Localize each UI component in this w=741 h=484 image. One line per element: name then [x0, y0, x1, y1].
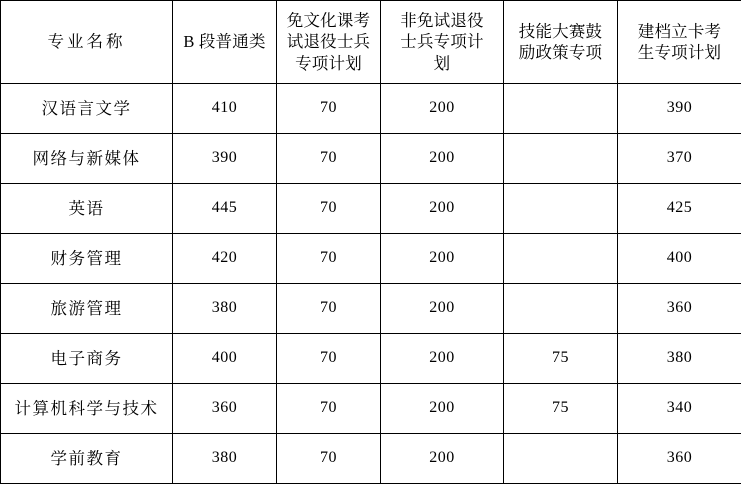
column-header-major-label: 专业名称: [32, 31, 142, 52]
column-header-poverty-card: [618, 1, 741, 84]
table-row: [1, 384, 741, 434]
score-cell-poverty-card: 425: [618, 184, 741, 234]
score-cell-skill-contest: [504, 134, 618, 184]
score-cell-poverty-card: 390: [618, 84, 741, 134]
score-cell-nonexempt-veteran: 200: [381, 384, 504, 434]
major-name-cell: 计算机科学与技术: [1, 384, 173, 434]
table-body: [1, 84, 741, 484]
table-row: [1, 234, 741, 284]
major-name-cell: 旅游管理: [1, 284, 173, 334]
score-cell-exempt-veteran: 70: [277, 384, 381, 434]
score-cell-segment-b: 390: [173, 134, 277, 184]
score-cell-nonexempt-veteran: 200: [381, 434, 504, 484]
score-cell-poverty-card: 370: [618, 134, 741, 184]
table-row: [1, 84, 741, 134]
score-cell-nonexempt-veteran: 200: [381, 284, 504, 334]
column-header-segment-b-label: B 段普通类: [177, 31, 272, 52]
table-row: [1, 184, 741, 234]
score-cell-segment-b: 410: [173, 84, 277, 134]
score-cell-exempt-veteran: 70: [277, 234, 381, 284]
table-header: [1, 1, 741, 84]
major-name-cell: 电子商务: [1, 334, 173, 384]
score-cell-segment-b: 400: [173, 334, 277, 384]
major-name-cell: 学前教育: [1, 434, 173, 484]
column-header-major: [1, 1, 173, 84]
column-header-nonexempt-veteran: [381, 1, 504, 84]
score-cell-nonexempt-veteran: 200: [381, 134, 504, 184]
score-cell-poverty-card: 340: [618, 384, 741, 434]
major-name-cell: 财务管理: [1, 234, 173, 284]
score-cell-segment-b: 420: [173, 234, 277, 284]
score-cell-nonexempt-veteran: 200: [381, 84, 504, 134]
score-cell-poverty-card: 380: [618, 334, 741, 384]
column-header-poverty-card-label: 建档立卡考生专项计划: [634, 21, 726, 63]
score-cell-skill-contest: 75: [504, 334, 618, 384]
score-cell-exempt-veteran: 70: [277, 134, 381, 184]
column-header-skill-contest-label: 技能大赛鼓励政策专项: [515, 21, 607, 63]
column-header-nonexempt-veteran-label: 非免试退役士兵专项计划: [396, 10, 488, 73]
column-header-exempt-veteran: [277, 1, 381, 84]
score-cell-exempt-veteran: 70: [277, 284, 381, 334]
table-header-row: [1, 1, 741, 84]
score-cell-exempt-veteran: 70: [277, 184, 381, 234]
score-cell-skill-contest: [504, 284, 618, 334]
major-name-cell: 网络与新媒体: [1, 134, 173, 184]
score-cell-skill-contest: [504, 184, 618, 234]
table-row: [1, 434, 741, 484]
table-row: [1, 334, 741, 384]
column-header-exempt-veteran-label: 免文化课考试退役士兵专项计划: [283, 10, 375, 73]
table-row: [1, 134, 741, 184]
score-cell-segment-b: 445: [173, 184, 277, 234]
score-cell-skill-contest: [504, 234, 618, 284]
score-cell-skill-contest: [504, 84, 618, 134]
table-row: [1, 284, 741, 334]
score-cell-skill-contest: 75: [504, 384, 618, 434]
major-name-cell: 英语: [1, 184, 173, 234]
score-cell-exempt-veteran: 70: [277, 84, 381, 134]
score-cell-poverty-card: 360: [618, 434, 741, 484]
score-cell-poverty-card: 400: [618, 234, 741, 284]
column-header-segment-b: [173, 1, 277, 84]
score-cell-nonexempt-veteran: 200: [381, 184, 504, 234]
score-cell-poverty-card: 360: [618, 284, 741, 334]
score-cell-exempt-veteran: 70: [277, 434, 381, 484]
column-header-skill-contest: [504, 1, 618, 84]
major-name-cell: 汉语言文学: [1, 84, 173, 134]
score-cell-segment-b: 380: [173, 284, 277, 334]
score-cell-segment-b: 380: [173, 434, 277, 484]
score-cell-nonexempt-veteran: 200: [381, 334, 504, 384]
score-cell-exempt-veteran: 70: [277, 334, 381, 384]
score-cell-skill-contest: [504, 434, 618, 484]
score-cell-nonexempt-veteran: 200: [381, 234, 504, 284]
score-cell-segment-b: 360: [173, 384, 277, 434]
